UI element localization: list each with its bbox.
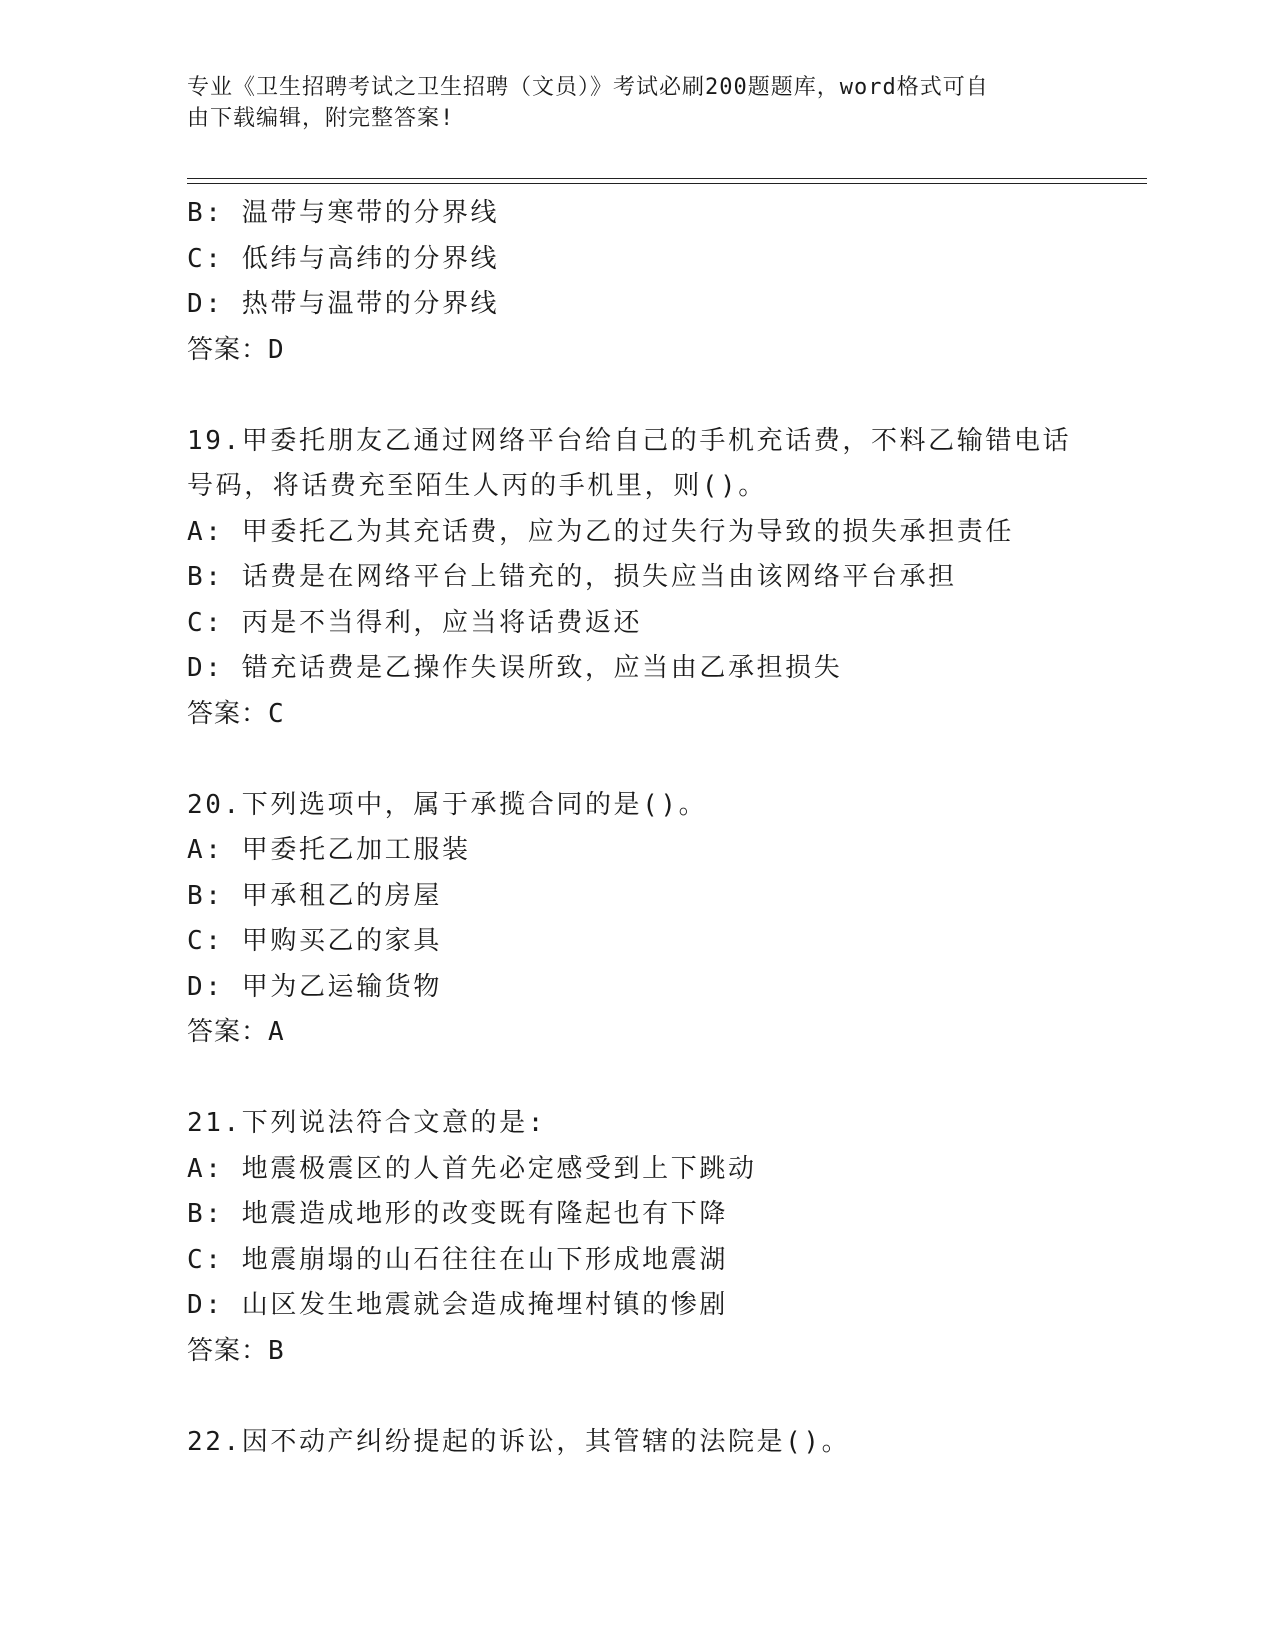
spacer — [187, 373, 1147, 419]
header-divider-top — [187, 178, 1147, 179]
question-21 — [187, 1101, 1147, 1374]
option-d: D: 热带与温带的分界线 — [187, 289, 500, 319]
question-stem: 20.下列选项中，属于承揽合同的是()。 — [187, 789, 708, 820]
header-line-1: 专业《卫生招聘考试之卫生招聘（文员）》考试必刷200题题库，word格式可自 — [187, 75, 989, 100]
option-b: B: 地震造成地形的改变既有隆起也有下降 — [187, 1199, 728, 1229]
answer: 答案：C — [187, 698, 285, 729]
question-18 — [187, 191, 1147, 373]
spacer — [187, 1056, 1147, 1102]
question-stem: 22.因不动产纠纷提起的诉讼，其管辖的法院是()。 — [187, 1426, 851, 1457]
answer: 答案：D — [187, 334, 285, 365]
option-b: B: 温带与寒带的分界线 — [187, 198, 500, 228]
spacer — [187, 737, 1147, 783]
option-d: D: 甲为乙运输货物 — [187, 971, 442, 1002]
option-a: A: 甲委托乙为其充话费，应为乙的过失行为导致的损失承担责任 — [187, 516, 1014, 547]
question-stem: 19.甲委托朋友乙通过网络平台给自己的手机充话费，不料乙输错电话 — [187, 425, 1072, 456]
spacer — [187, 1374, 1147, 1420]
question-19 — [187, 419, 1147, 738]
option-c: C: 甲购买乙的家具 — [187, 926, 442, 956]
option-c: C: 地震崩塌的山石往往在山下形成地震湖 — [187, 1244, 728, 1275]
question-22 — [187, 1420, 1147, 1466]
option-d: D: 错充话费是乙操作失误所致，应当由乙承担损失 — [187, 653, 843, 683]
option-d: D: 山区发生地震就会造成掩埋村镇的惨剧 — [187, 1290, 728, 1320]
answer: 答案：A — [187, 1017, 285, 1047]
option-a: A: 地震极震区的人首先必定感受到上下跳动 — [187, 1153, 757, 1184]
question-stem: 21.下列说法符合文意的是: — [187, 1108, 547, 1138]
question-20 — [187, 783, 1147, 1056]
option-a: A: 甲委托乙加工服装 — [187, 835, 471, 865]
header-divider-bottom — [187, 183, 1147, 184]
document-header — [187, 72, 1087, 134]
option-c: C: 低纬与高纬的分界线 — [187, 243, 500, 274]
option-b: B: 甲承租乙的房屋 — [187, 880, 442, 911]
option-b: B: 话费是在网络平台上错充的，损失应当由该网络平台承担 — [187, 562, 957, 592]
header-line-2: 由下载编辑，附完整答案! — [187, 106, 455, 131]
question-stem: 号码，将话费充至陌生人丙的手机里，则()。 — [187, 471, 767, 501]
question-list — [187, 191, 1147, 1465]
answer: 答案：B — [187, 1335, 285, 1366]
option-c: C: 丙是不当得利，应当将话费返还 — [187, 607, 643, 638]
